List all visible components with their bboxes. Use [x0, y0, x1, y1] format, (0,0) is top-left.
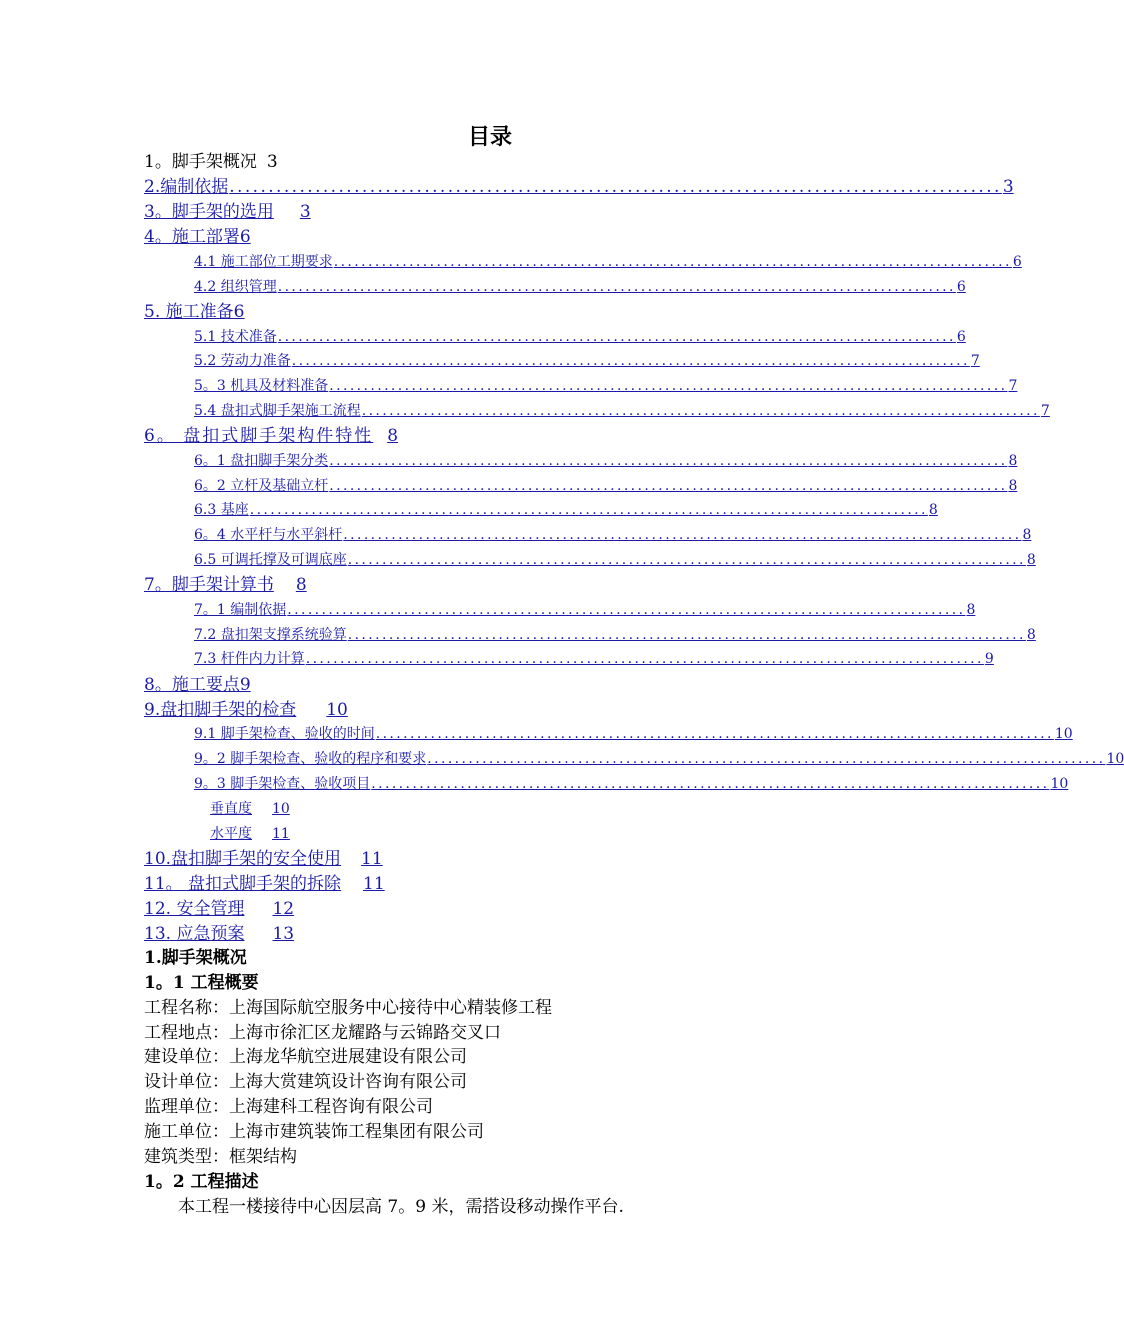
toc-leader: ................................................................................................... — [371, 776, 1050, 792]
toc-entry-text: 7。脚手架计算书 — [144, 575, 274, 595]
toc-entry-text: 6。4 水平杆与水平斜杆 — [194, 527, 343, 543]
toc-entry[interactable] — [144, 150, 278, 174]
toc-entry-page: 7 — [1008, 378, 1018, 394]
toc-entry-text: 6.5 可调托撑及可调底座 — [194, 552, 347, 568]
toc-entry-text: 6。 盘扣式脚手架构件特性 — [144, 426, 374, 446]
toc-leader: ................................................................................................... — [291, 353, 970, 369]
toc-entry-text: 4。施工部署 — [144, 227, 240, 247]
toc-entry[interactable] — [194, 276, 966, 298]
project-info-line: 工程地点：上海市徐汇区龙耀路与云锦路交叉口 — [144, 1023, 501, 1043]
toc-entry-page: 3 — [1002, 177, 1014, 197]
toc-entry[interactable] — [144, 200, 311, 224]
toc-entry-text: 7.3 杆件内力计算 — [194, 651, 305, 667]
toc-leader: ................................................................................................... — [249, 502, 928, 518]
toc-entry[interactable] — [194, 350, 980, 372]
toc-entry-page: 8 — [966, 602, 976, 618]
toc-entry-text: 12. 安全管理 — [144, 899, 245, 919]
subsection-heading: 1。2 工程描述 — [144, 1172, 259, 1192]
project-info-line: 建筑类型：框架结构 — [144, 1147, 297, 1167]
toc-entry-page: 8 — [1008, 453, 1018, 469]
toc-entry[interactable] — [194, 475, 1018, 497]
toc-entry[interactable] — [194, 251, 1022, 273]
toc-entry[interactable] — [144, 175, 1014, 199]
toc-leader: ................................................................................................... — [329, 478, 1008, 494]
toc-entry-text: 8。施工要点 — [144, 675, 240, 695]
toc-entry-page: 8 — [1022, 527, 1032, 543]
toc-entry[interactable] — [194, 723, 1073, 745]
toc-entry[interactable] — [194, 375, 1018, 397]
toc-entry-page: 11 — [272, 826, 290, 842]
toc-entry-page: 9 — [984, 651, 994, 667]
project-info-line: 工程名称：上海国际航空服务中心接待中心精装修工程 — [144, 998, 552, 1018]
toc-leader: ................................................................................................... — [329, 453, 1008, 469]
toc-entry[interactable] — [194, 326, 966, 348]
toc-entry[interactable] — [194, 549, 1036, 571]
toc-leader: ................................................................................................... — [329, 378, 1008, 394]
toc-entry-text: 5. 施工准备 — [144, 302, 234, 322]
description-paragraph: 本工程一楼接待中心因层高 7。9 米，需搭设移动操作平台. — [178, 1197, 624, 1217]
toc-entry-text: 9.盘扣脚手架的检查 — [144, 700, 297, 720]
toc-entry-text: 6.3 基座 — [194, 502, 249, 518]
toc-leader: ................................................................................................... — [277, 329, 956, 345]
toc-entry[interactable] — [194, 400, 1050, 422]
toc-entry-text: 10.盘扣脚手架的安全使用 — [144, 849, 342, 869]
toc-entry-page: 9 — [239, 675, 251, 695]
subsection-heading: 1。1 工程概要 — [144, 973, 259, 993]
toc-entry-text: 7。1 编制依据 — [194, 602, 287, 618]
project-info-line: 设计单位：上海大赏建筑设计咨询有限公司 — [144, 1072, 467, 1092]
toc-entry-text: 11。 盘扣式脚手架的拆除 — [144, 874, 342, 894]
toc-entry-page: 8 — [387, 426, 399, 446]
toc-entry-text: 13. 应急预案 — [144, 924, 245, 944]
toc-entry-page: 3 — [299, 202, 311, 222]
toc-entry-page: 10 — [326, 700, 348, 720]
toc-leader: ................................................................................................... — [305, 651, 984, 667]
toc-entry[interactable] — [194, 599, 976, 621]
toc-entry-page: 8 — [1008, 478, 1018, 494]
toc-entry-text: 3。脚手架的选用 — [144, 202, 274, 222]
toc-entry-text: 2.编制依据 — [144, 177, 229, 197]
toc-entry-page: 11 — [363, 874, 385, 894]
toc-entry[interactable] — [144, 847, 383, 871]
toc-entry-page: 7 — [970, 353, 980, 369]
toc-entry-text: 9.1 脚手架检查、验收的时间 — [194, 726, 375, 742]
toc-entry[interactable] — [194, 773, 1069, 795]
toc-entry-text: 7.2 盘扣架支撑系统验算 — [194, 627, 347, 643]
toc-leader: ................................................................................................... — [427, 751, 1106, 767]
toc-entry-text: 6。1 盘扣脚手架分类 — [194, 453, 329, 469]
toc-entry-text: 5.1 技术准备 — [194, 329, 277, 345]
toc-leader: ................................................................................................... — [343, 527, 1022, 543]
toc-entry[interactable] — [194, 748, 1124, 770]
toc-entry[interactable] — [144, 872, 385, 896]
toc-entry[interactable] — [194, 624, 1036, 646]
project-info-line: 施工单位：上海市建筑装饰工程集团有限公司 — [144, 1122, 484, 1142]
toc-leader: ................................................................................................... — [333, 254, 1012, 270]
toc-entry-text: 1。脚手架概况 — [144, 152, 257, 172]
toc-entry-page: 6 — [1012, 254, 1022, 270]
toc-entry-page: 3 — [266, 152, 278, 172]
toc-entry-page: 13 — [272, 924, 295, 944]
toc-entry[interactable] — [144, 225, 251, 249]
toc-entry[interactable] — [194, 648, 994, 670]
toc-entry-page: 6 — [956, 329, 966, 345]
toc-leader: ................................................................................................... — [287, 602, 966, 618]
toc-entry-text: 9。2 脚手架检查、验收的程序和要求 — [194, 751, 427, 767]
toc-entry[interactable] — [210, 798, 290, 820]
toc-entry-page: 10 — [1054, 726, 1073, 742]
toc-entry-page: 10 — [1050, 776, 1069, 792]
project-info-line: 建设单位：上海龙华航空进展建设有限公司 — [144, 1047, 467, 1067]
toc-entry-page: 6 — [233, 302, 245, 322]
toc-entry[interactable] — [210, 823, 290, 845]
toc-entry-page: 8 — [1026, 627, 1036, 643]
toc-entry-page: 7 — [1040, 403, 1050, 419]
toc-entry[interactable] — [144, 698, 348, 722]
section-heading: 1.脚手架概况 — [144, 948, 247, 968]
toc-leader: ................................................................................................... — [347, 552, 1026, 568]
toc-entry[interactable] — [144, 673, 251, 697]
toc-entry-page: 6 — [956, 279, 966, 295]
toc-entry[interactable] — [194, 450, 1018, 472]
toc-title: 目录 — [467, 124, 512, 150]
toc-entry-text: 6。2 立杆及基础立杆 — [194, 478, 329, 494]
toc-entry[interactable] — [144, 897, 294, 921]
toc-leader: ................................................................................................... — [277, 279, 956, 295]
toc-entry-text: 9。3 脚手架检查、验收项目 — [194, 776, 371, 792]
toc-entry-text: 5。3 机具及材料准备 — [194, 378, 329, 394]
toc-entry-page: 11 — [361, 849, 383, 869]
toc-entry-text: 垂直度 — [210, 801, 252, 817]
toc-entry-text: 5.4 盘扣式脚手架施工流程 — [194, 403, 361, 419]
toc-entry[interactable] — [194, 524, 1032, 546]
toc-entry-page: 10 — [1106, 751, 1124, 767]
toc-leader: ................................................................................................... — [229, 177, 1002, 197]
toc-entry-page: 8 — [295, 575, 307, 595]
toc-entry[interactable] — [144, 573, 307, 597]
toc-entry[interactable] — [144, 424, 398, 448]
toc-entry-page: 12 — [272, 899, 295, 919]
toc-entry-page: 8 — [928, 502, 938, 518]
toc-entry[interactable] — [144, 922, 294, 946]
toc-entry[interactable] — [194, 499, 938, 521]
toc-entry-text: 4.2 组织管理 — [194, 279, 277, 295]
toc-entry-text: 水平度 — [210, 826, 252, 842]
toc-entry[interactable] — [144, 300, 244, 324]
project-info-line: 监理单位：上海建科工程咨询有限公司 — [144, 1097, 433, 1117]
toc-leader: ................................................................................................... — [361, 403, 1040, 419]
toc-entry-page: 8 — [1026, 552, 1036, 568]
toc-entry-text: 5.2 劳动力准备 — [194, 353, 291, 369]
toc-entry-page: 10 — [272, 801, 290, 817]
toc-entry-page: 6 — [239, 227, 251, 247]
toc-leader: ................................................................................................... — [375, 726, 1054, 742]
toc-leader: ................................................................................................... — [347, 627, 1026, 643]
toc-entry-text: 4.1 施工部位工期要求 — [194, 254, 333, 270]
